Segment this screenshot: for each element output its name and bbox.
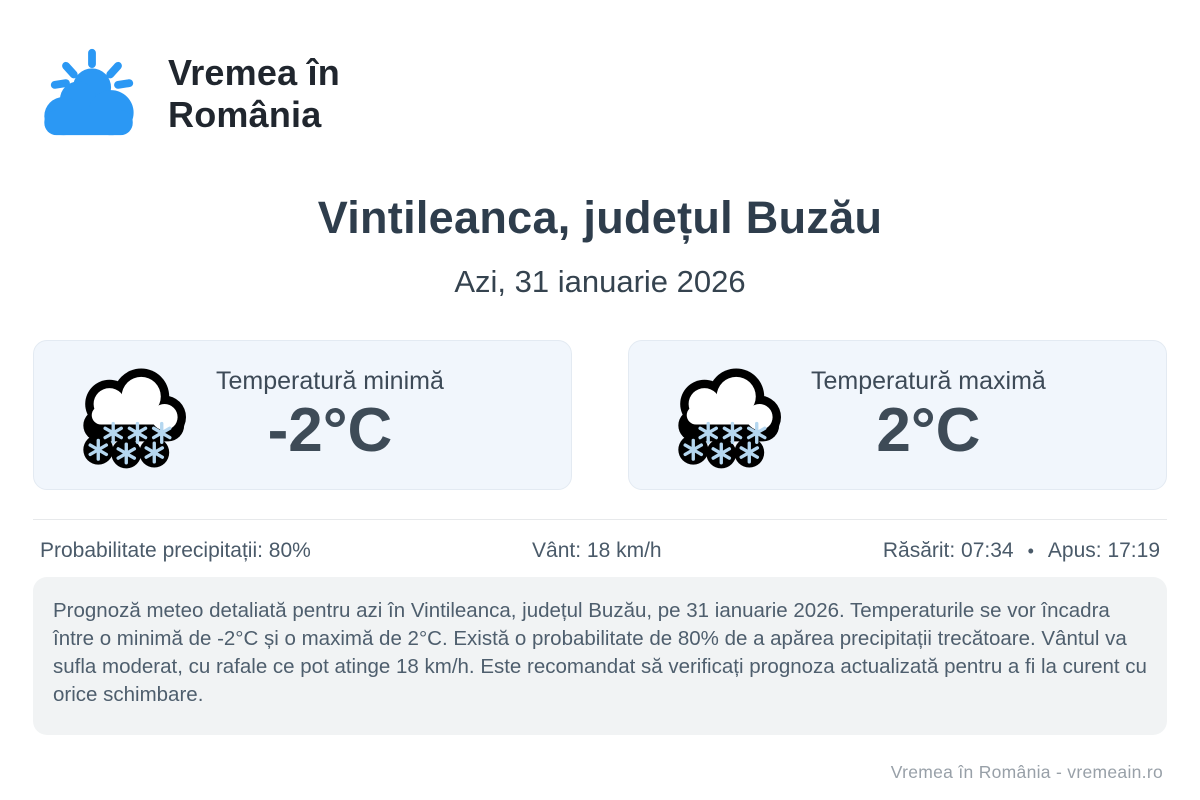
min-temperature-value: -2°C — [267, 395, 393, 465]
snow-cloud-icon — [669, 352, 781, 478]
max-temperature-value: 2°C — [876, 395, 981, 465]
precipitation-stat: Probabilitate precipitații: 80% — [40, 539, 311, 562]
sun-cloud-logo-icon — [40, 44, 144, 144]
site-logo[interactable] — [40, 44, 340, 144]
forecast-description-panel — [33, 577, 1167, 735]
wind-stat: Vânt: 18 km/h — [532, 539, 662, 562]
snow-cloud-icon — [74, 352, 186, 478]
bullet-separator: • — [1027, 541, 1034, 561]
stats-row — [40, 539, 1160, 563]
logo-title: Vremea în România — [168, 51, 340, 135]
max-temperature-card — [628, 340, 1167, 490]
min-temperature-label: Temperatură minimă — [216, 366, 444, 395]
sun-times-stat — [883, 539, 1160, 563]
footer-brand-text: Vremea în România - vremeain.ro — [890, 762, 1163, 782]
sunrise-stat: Răsărit: 07:34 — [882, 539, 1014, 562]
min-temperature-card — [33, 340, 572, 490]
forecast-description-text: Prognoză meteo detaliată pentru azi în Vintileanca, județul Buzău, pe 31 ianuarie 2026. Temperaturile se vor încadra între o minimă de -2°C și o maximă de 2°C. Există o probabilitate de 80% de a apărea precipitații trecătoare. Vântul va sufla moderat, cu rafale ce pot atinge 18 km/h. Este recomandat să verificați prognoza actualizată pentru a fi la curent cu orice schimbare. — [53, 599, 1147, 707]
page-title: Vintileanca, județul Buzău — [317, 192, 883, 243]
stats-divider — [33, 519, 1167, 520]
page-subtitle-date: Azi, 31 ianuarie 2026 — [454, 264, 746, 299]
sunset-stat: Apus: 17:19 — [1047, 539, 1160, 562]
max-temperature-label: Temperatură maximă — [811, 366, 1046, 395]
temperature-cards — [33, 340, 1167, 490]
